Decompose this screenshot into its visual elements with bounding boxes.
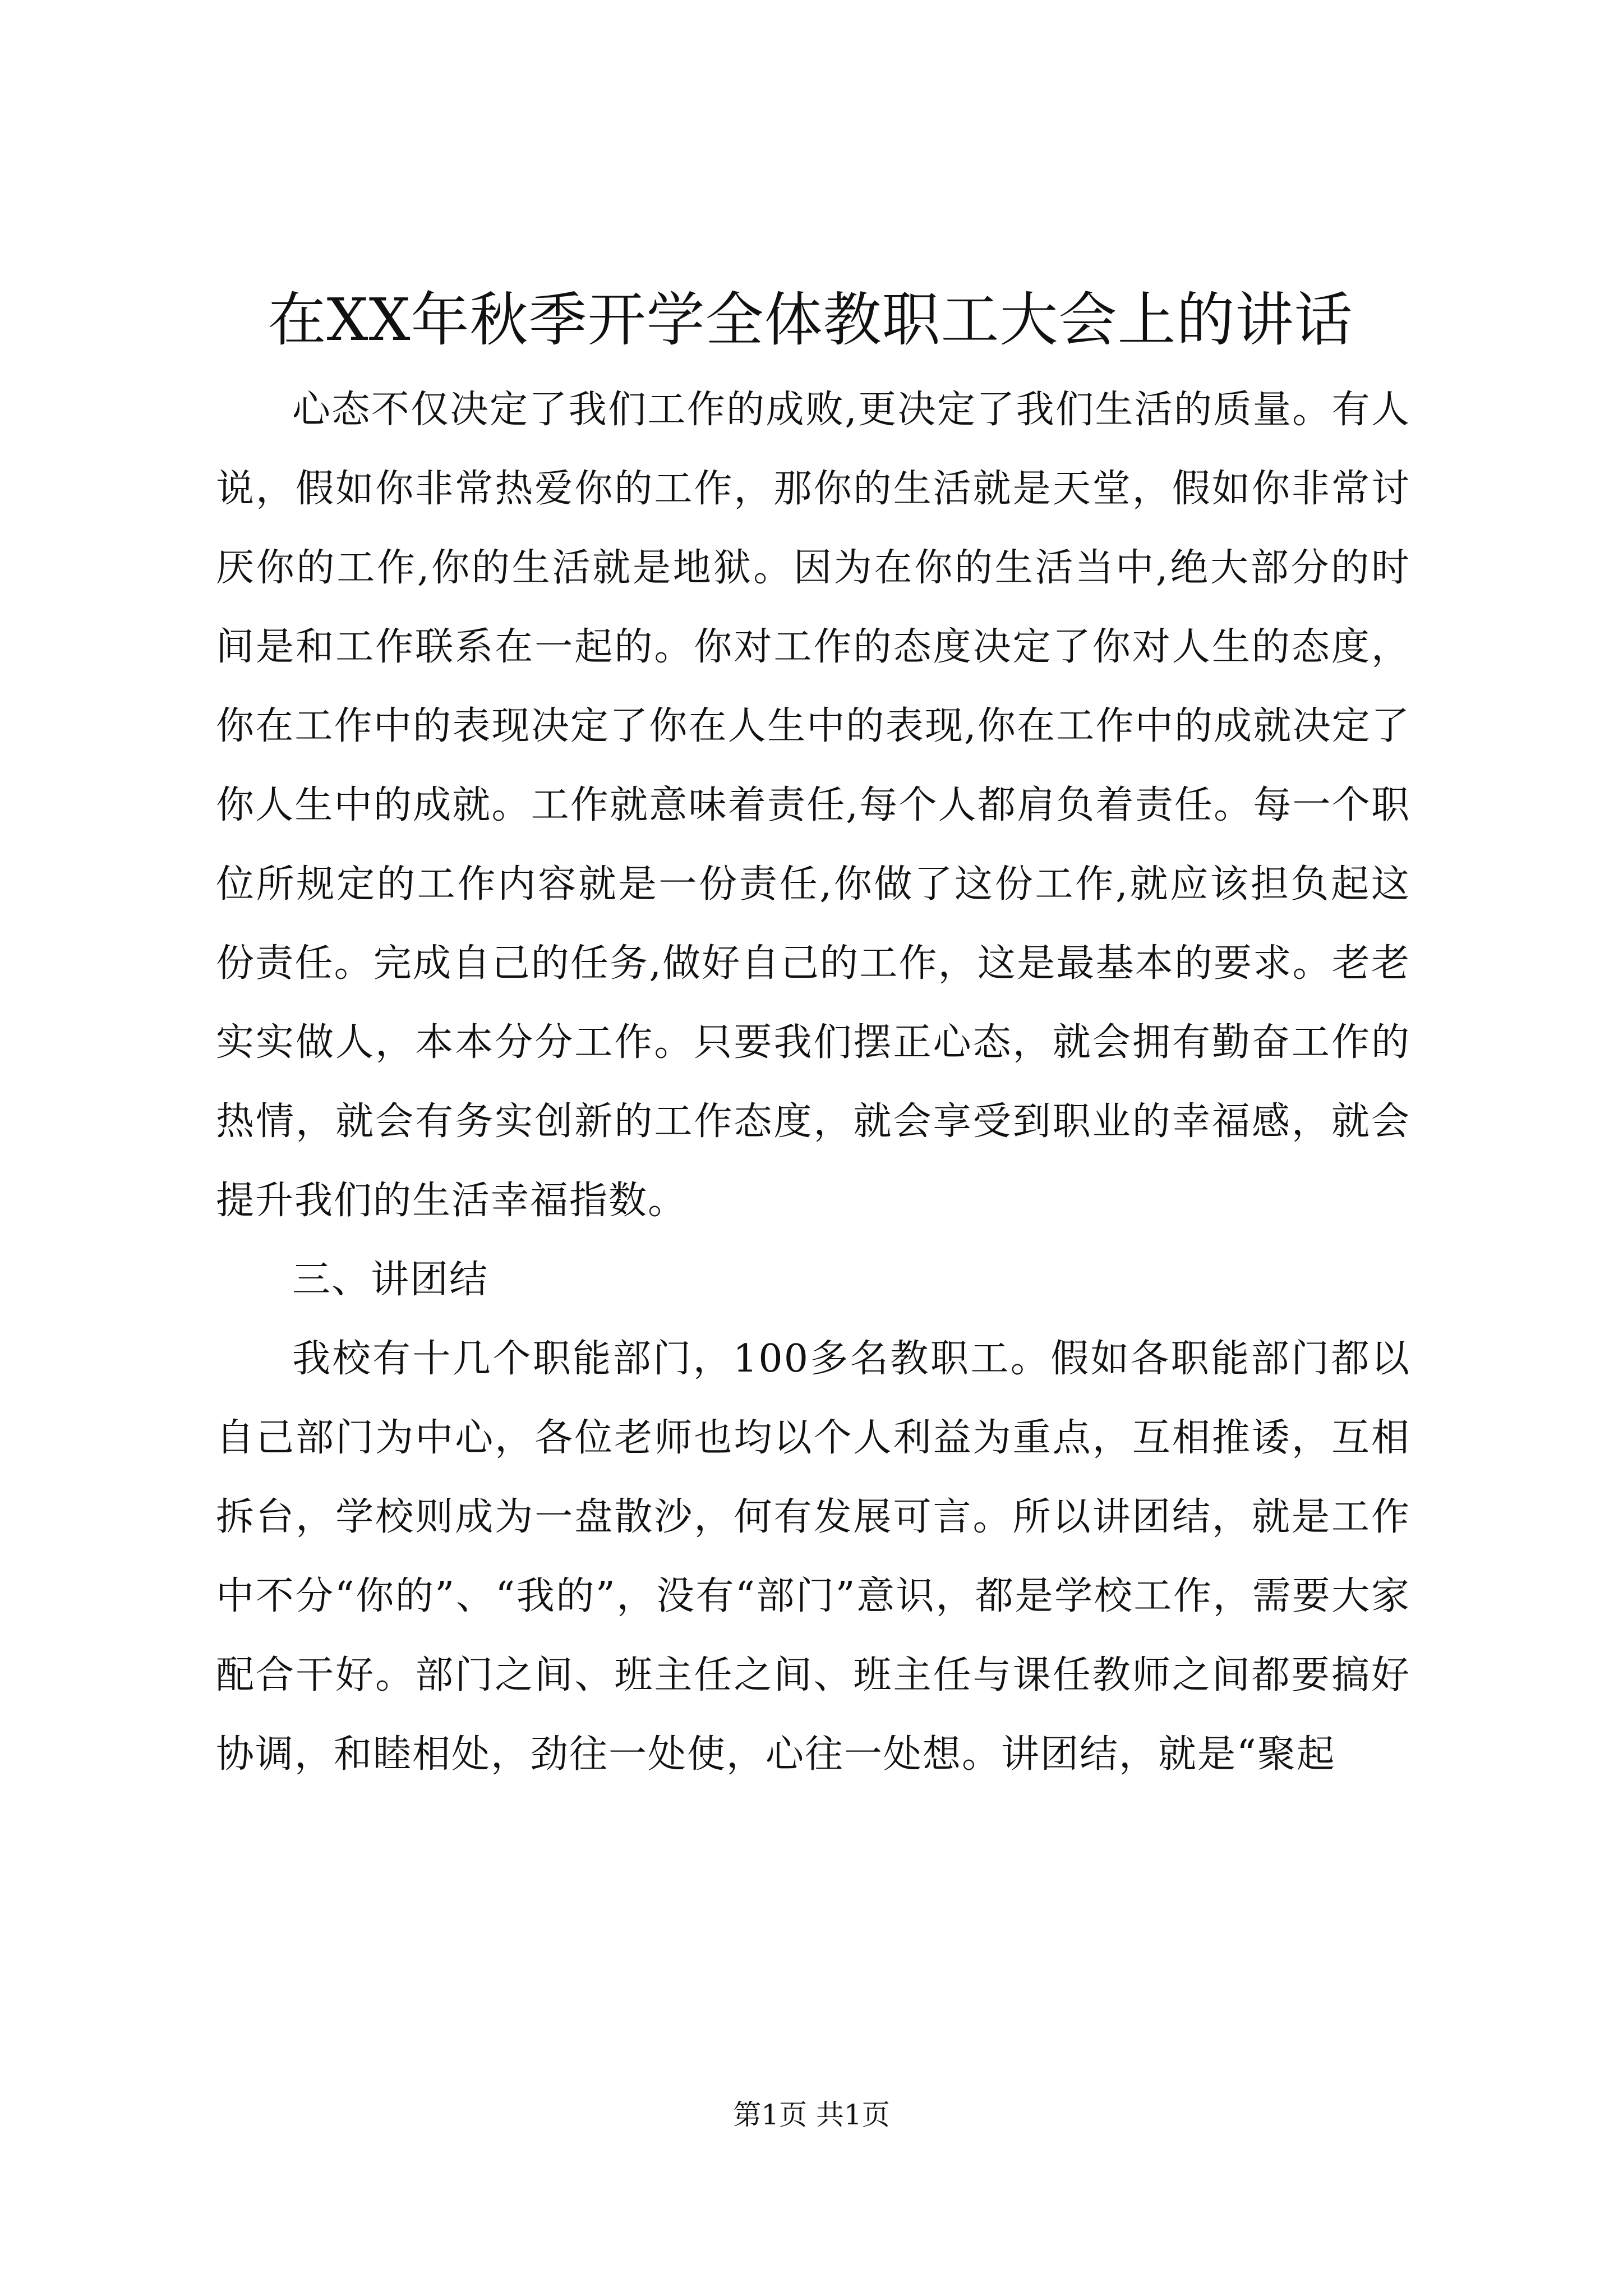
document-body (216, 370, 1410, 1794)
page-title: 在XX年秋季开学全体教职工大会上的讲话 (268, 286, 1353, 354)
page-footer: 第1页 共1页 (733, 2099, 890, 2131)
section-heading-unity: 三、讲团结 (292, 1258, 489, 1302)
paragraph-attitude: 心态不仅决定了我们工作的成败,更决定了我们生活的质量。有人说，假如你非常热爱你的工作，那你的生活就是天堂，假如你非常讨厌你的工作,你的生活就是地狱。因为在你的生活当中,绝大部分的时间是和工作联系在一起的。你对工作的态度决定了你对人生的态度，你在工作中的表现决定了你在人生中的表现,你在工作中的成就决定了你人生中的成就。工作就意味着责任,每个人都肩负着责任。每一个职位所规定的工作内容就是一份责任,你做了这份工作,就应该担负起这份责任。完成自己的任务,做好自己的工作，这是最基本的要求。老老实实做人，本本分分工作。只要我们摆正心态，就会拥有勤奋工作的热情，就会有务实创新的工作态度，就会享受到职业的幸福感，就会提升我们的生活幸福指数。 (216, 388, 1410, 1223)
paragraph-unity: 我校有十几个职能部门，100多名教职工。假如各职能部门都以自己部门为中心，各位老师也均以个人利益为重点，互相推诿，互相拆台，学校则成为一盘散沙，何有发展可言。所以讲团结，就是工作中不分“你的”、“我的”，没有“部门”意识，都是学校工作，需要大家配合干好。部门之间、班主任之间、班主任与课任教师之间都要搞好协调，和睦相处，劲往一处使，心往一处想。讲团结，就是“聚起 (216, 1337, 1410, 1777)
